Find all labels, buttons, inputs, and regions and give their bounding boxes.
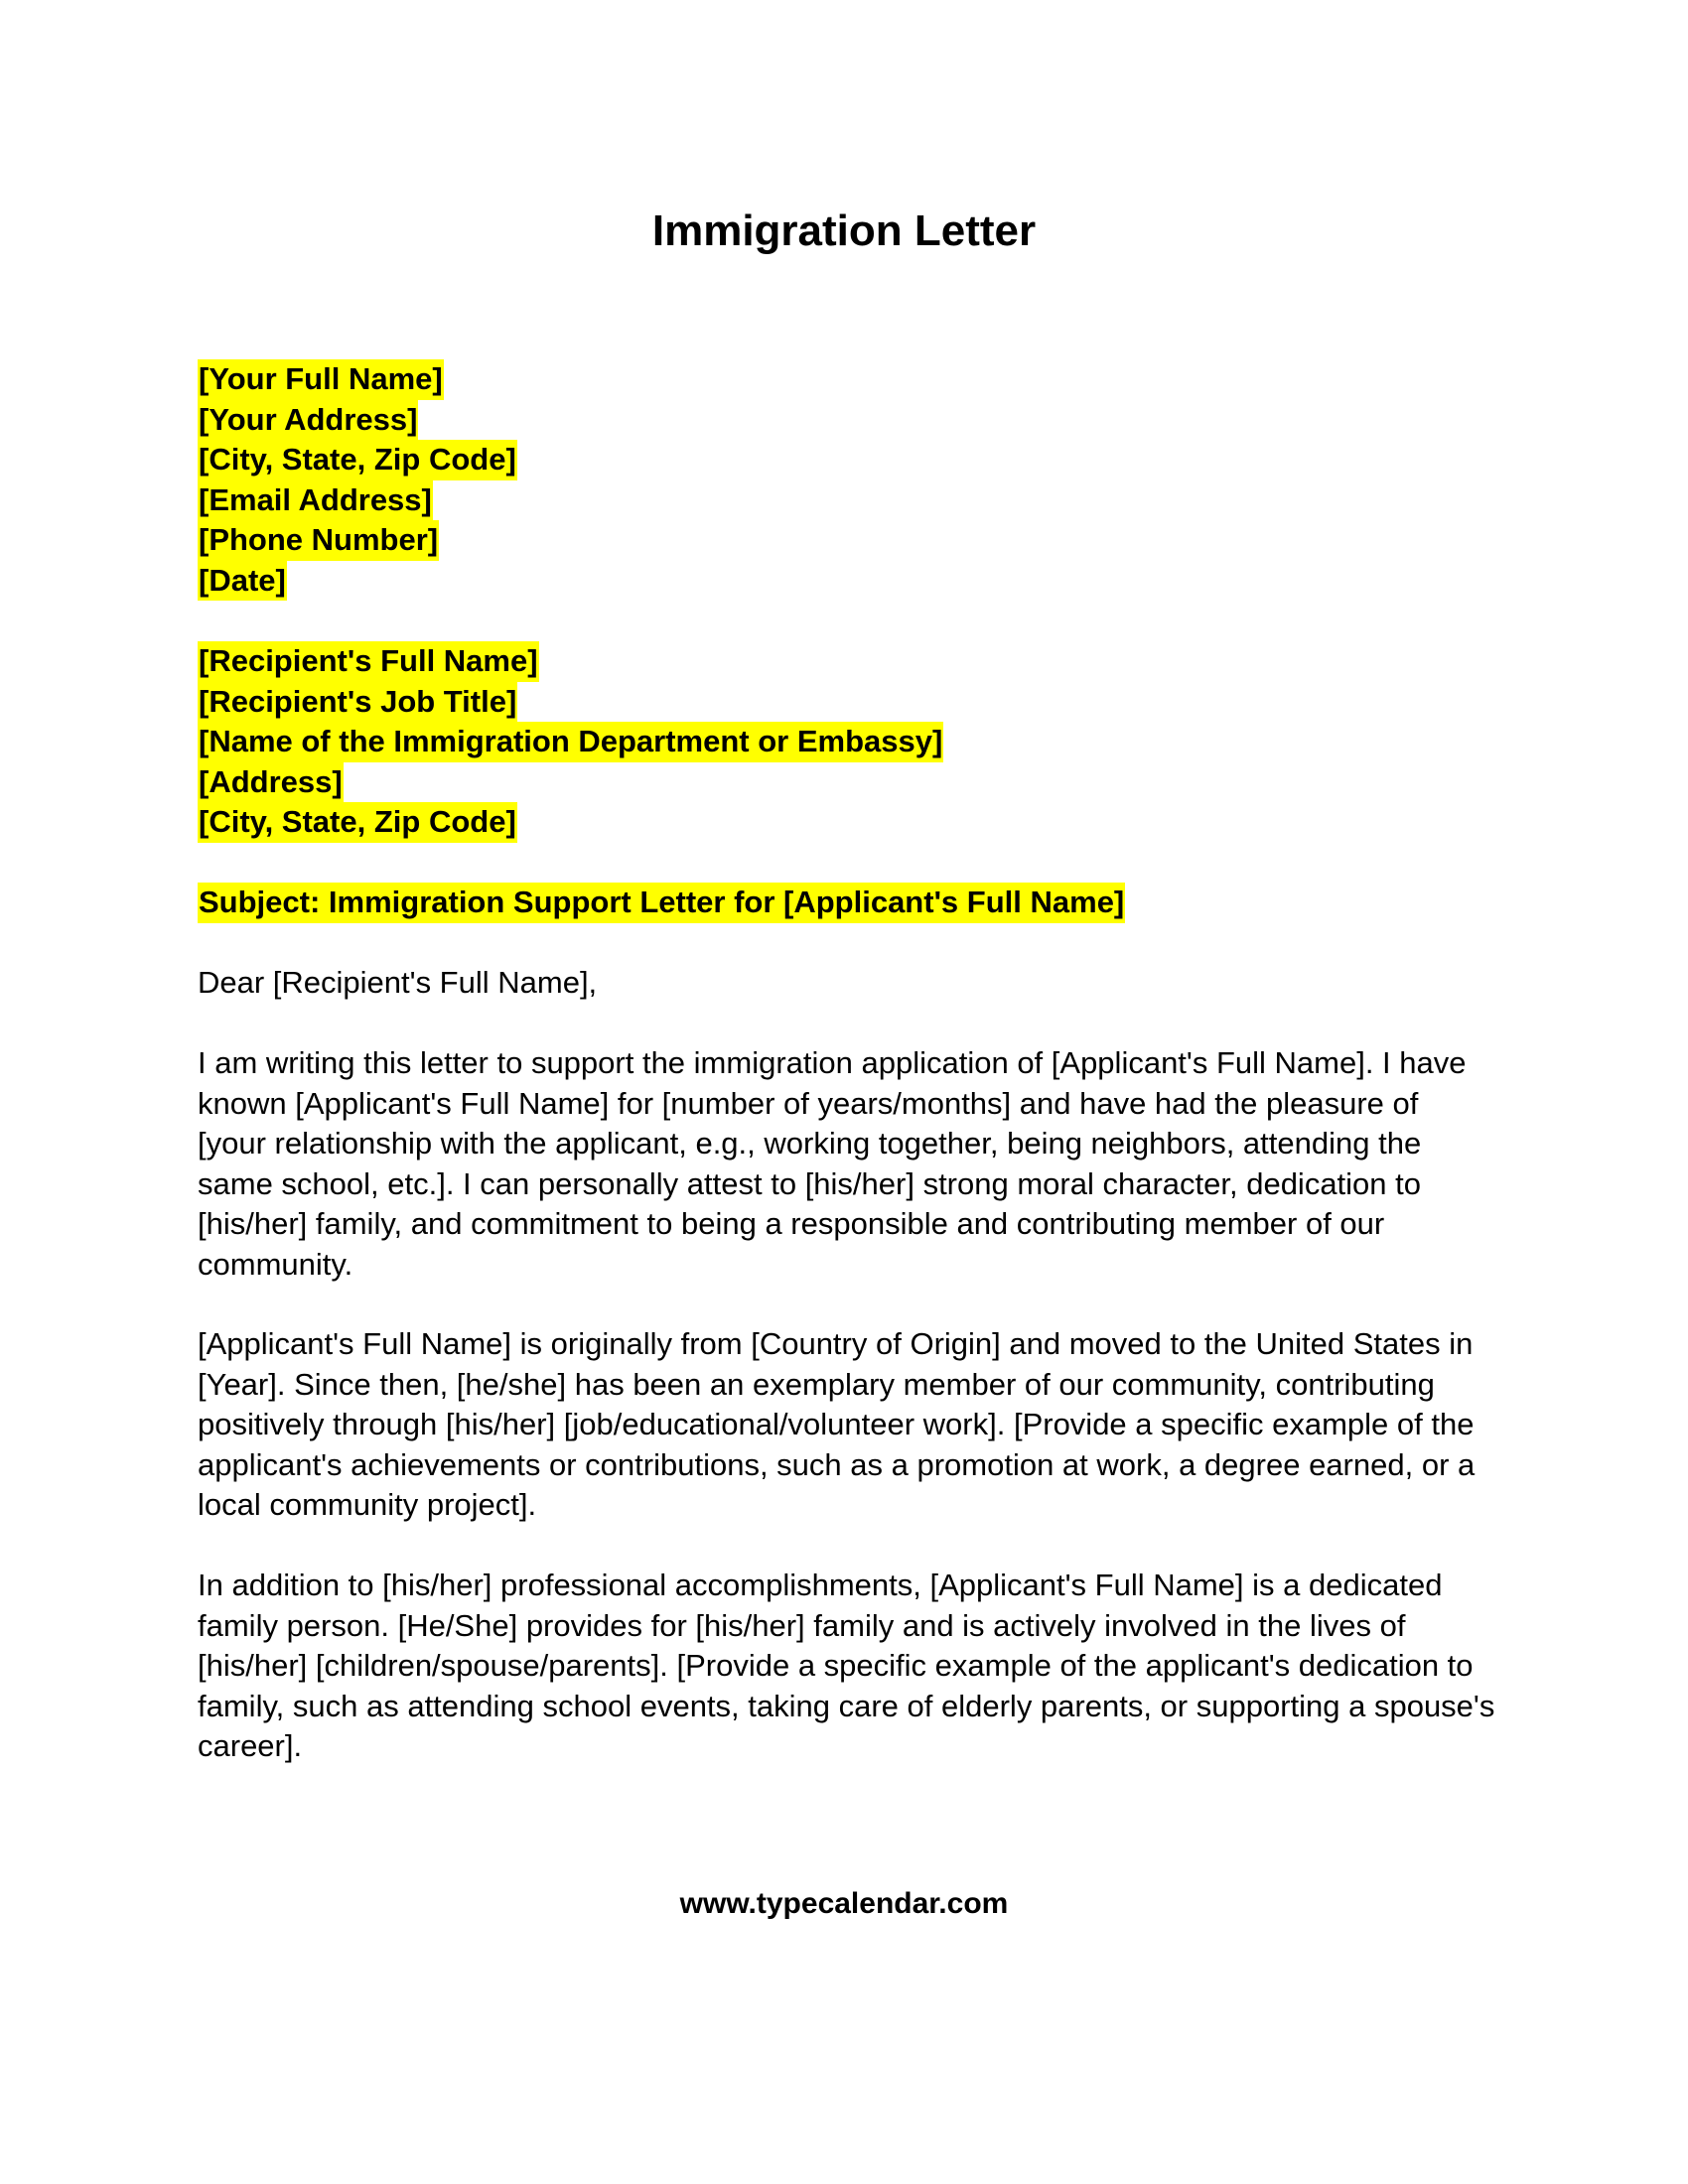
footer-url: www.typecalendar.com [679, 1887, 1009, 1920]
page-title: Immigration Letter [651, 206, 1037, 255]
recipient-block [198, 641, 943, 843]
paragraph-line: In addition to [his/her] professional accomplishments, [Applicant's Full Name] is a dedicated [198, 1568, 1443, 1602]
paragraph-line: [his/her] family, and commitment to being a responsible and contributing member of our [198, 1206, 1385, 1241]
recipient-full-name: [Recipient's Full Name] [198, 641, 539, 682]
letter-date: [Date] [198, 561, 287, 602]
paragraph-line: positively through [his/her] [job/educational/volunteer work]. [Provide a specific example of the [198, 1407, 1475, 1441]
paragraph-line: same school, etc.]. I can personally attest to [his/her] strong moral character, dedication to [198, 1165, 1422, 1201]
paragraph-line: community. [198, 1246, 353, 1282]
paragraph-line: [Applicant's Full Name] is originally from [Country of Origin] and moved to the United States in [198, 1326, 1474, 1361]
body-paragraph-3 [198, 1566, 1498, 1767]
paragraph-line: family, such as attending school events, taking care of elderly parents, or supporting a spouse's [198, 1688, 1495, 1723]
body-paragraph-2 [198, 1324, 1498, 1526]
sender-block [198, 359, 517, 601]
body-paragraph-1 [198, 1043, 1498, 1285]
sender-city-state-zip: [City, State, Zip Code] [198, 440, 517, 480]
sender-email: [Email Address] [198, 480, 433, 521]
paragraph-line: [your relationship with the applicant, e.g., working together, being neighbors, attending the [198, 1126, 1422, 1160]
recipient-address: [Address] [198, 762, 344, 803]
salutation: Dear [Recipient's Full Name], [198, 965, 598, 1000]
recipient-city-state-zip: [City, State, Zip Code] [198, 802, 517, 843]
recipient-job-title: [Recipient's Job Title] [198, 682, 517, 723]
paragraph-line: applicant's achievements or contributions, such as a promotion at work, a degree earned, or a [198, 1446, 1476, 1482]
paragraph-line: known [Applicant's Full Name] for [number of years/months] and have had the pleasure of [198, 1085, 1419, 1121]
sender-address: [Your Address] [198, 400, 418, 441]
paragraph-line: I am writing this letter to support the immigration application of [Applicant's Full Name]. I have [198, 1045, 1467, 1080]
subject-text: Subject: Immigration Support Letter for [Applicant's Full Name] [198, 883, 1125, 923]
recipient-department: [Name of the Immigration Department or Embassy] [198, 722, 943, 762]
paragraph-line: [his/her] [children/spouse/parents]. [Provide a specific example of the applicant's dedication to [198, 1648, 1474, 1683]
subject-line [198, 883, 1125, 923]
paragraph-line: family person. [He/She] provides for [his/her] family and is actively involved in the lives of [198, 1607, 1406, 1643]
sender-phone: [Phone Number] [198, 520, 439, 561]
sender-full-name: [Your Full Name] [198, 359, 444, 400]
paragraph-line: local community project]. [198, 1487, 537, 1522]
paragraph-line: career]. [198, 1728, 303, 1763]
paragraph-line: [Year]. Since then, [he/she] has been an exemplary member of our community, contributing [198, 1366, 1435, 1402]
